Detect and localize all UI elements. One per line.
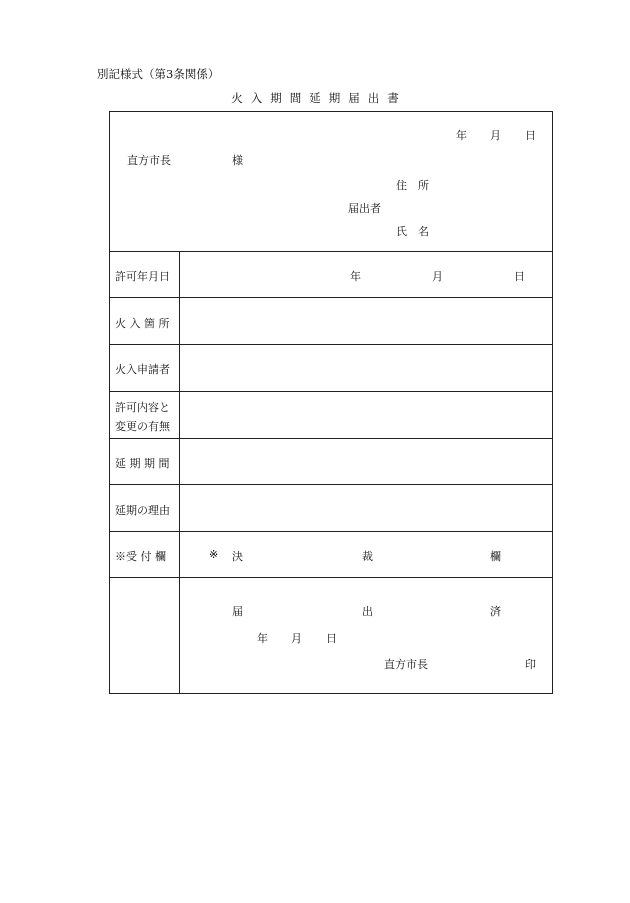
addressee: 直方市長 xyxy=(127,154,171,167)
title-char: 届 xyxy=(348,91,360,105)
title-char: 出 xyxy=(367,91,380,105)
header-day: 日 xyxy=(525,129,536,142)
decision-mark: ※ xyxy=(209,548,219,561)
address-label: 住 所 xyxy=(396,179,429,192)
row-divider xyxy=(109,297,553,298)
notice-char-2: 出 xyxy=(362,605,373,618)
name-label: 氏 名 xyxy=(396,225,429,238)
notice-char-3: 済 xyxy=(490,605,501,618)
burn-applicant-label: 火入申請者 xyxy=(115,363,170,376)
form-title xyxy=(0,90,630,106)
title-char: 延 xyxy=(309,91,321,105)
permit-year: 年 xyxy=(350,270,361,283)
permit-date-label: 許可年月日 xyxy=(115,270,170,283)
row-divider xyxy=(109,531,553,532)
title-char: 間 xyxy=(289,91,302,105)
row-divider xyxy=(109,251,553,252)
row-divider xyxy=(109,344,553,345)
extension-reason-label: 延期の理由 xyxy=(115,504,170,517)
reception-label: ※受 付 欄 xyxy=(115,550,166,563)
title-char: 入 xyxy=(250,91,263,105)
permit-month: 月 xyxy=(432,270,443,283)
form-caption: 別記様式（第3条関係） xyxy=(97,67,220,81)
footer-year: 年 xyxy=(257,632,268,645)
applicant-label: 届出者 xyxy=(348,202,381,215)
header-year: 年 xyxy=(456,129,467,142)
row-divider xyxy=(109,391,553,392)
permit-change-label-line2: 変更の有無 xyxy=(115,420,170,433)
decision-char-2: 裁 xyxy=(362,550,373,563)
column-divider xyxy=(179,251,180,694)
form-table xyxy=(109,111,553,694)
header-month: 月 xyxy=(490,129,501,142)
row-divider xyxy=(109,438,553,439)
permit-day: 日 xyxy=(514,270,525,283)
seal-mark: 印 xyxy=(525,658,536,671)
burn-location-label: 火 入 箇 所 xyxy=(115,317,170,330)
row-divider xyxy=(109,577,553,578)
title-char: 期 xyxy=(328,91,341,105)
footer-day: 日 xyxy=(326,632,337,645)
footer-month: 月 xyxy=(291,632,302,645)
title-char: 書 xyxy=(387,91,399,105)
title-char: 期 xyxy=(270,91,282,105)
extension-period-label: 延 期 期 間 xyxy=(115,457,170,470)
decision-char-1: 決 xyxy=(232,550,243,563)
row-divider xyxy=(109,484,553,485)
permit-change-label-line1: 許可内容と xyxy=(115,401,170,414)
footer-mayor: 直方市長 xyxy=(384,658,428,671)
decision-char-3: 欄 xyxy=(490,550,501,563)
title-char: 火 xyxy=(231,91,243,105)
honorific: 様 xyxy=(232,154,243,167)
notice-char-1: 届 xyxy=(232,605,243,618)
